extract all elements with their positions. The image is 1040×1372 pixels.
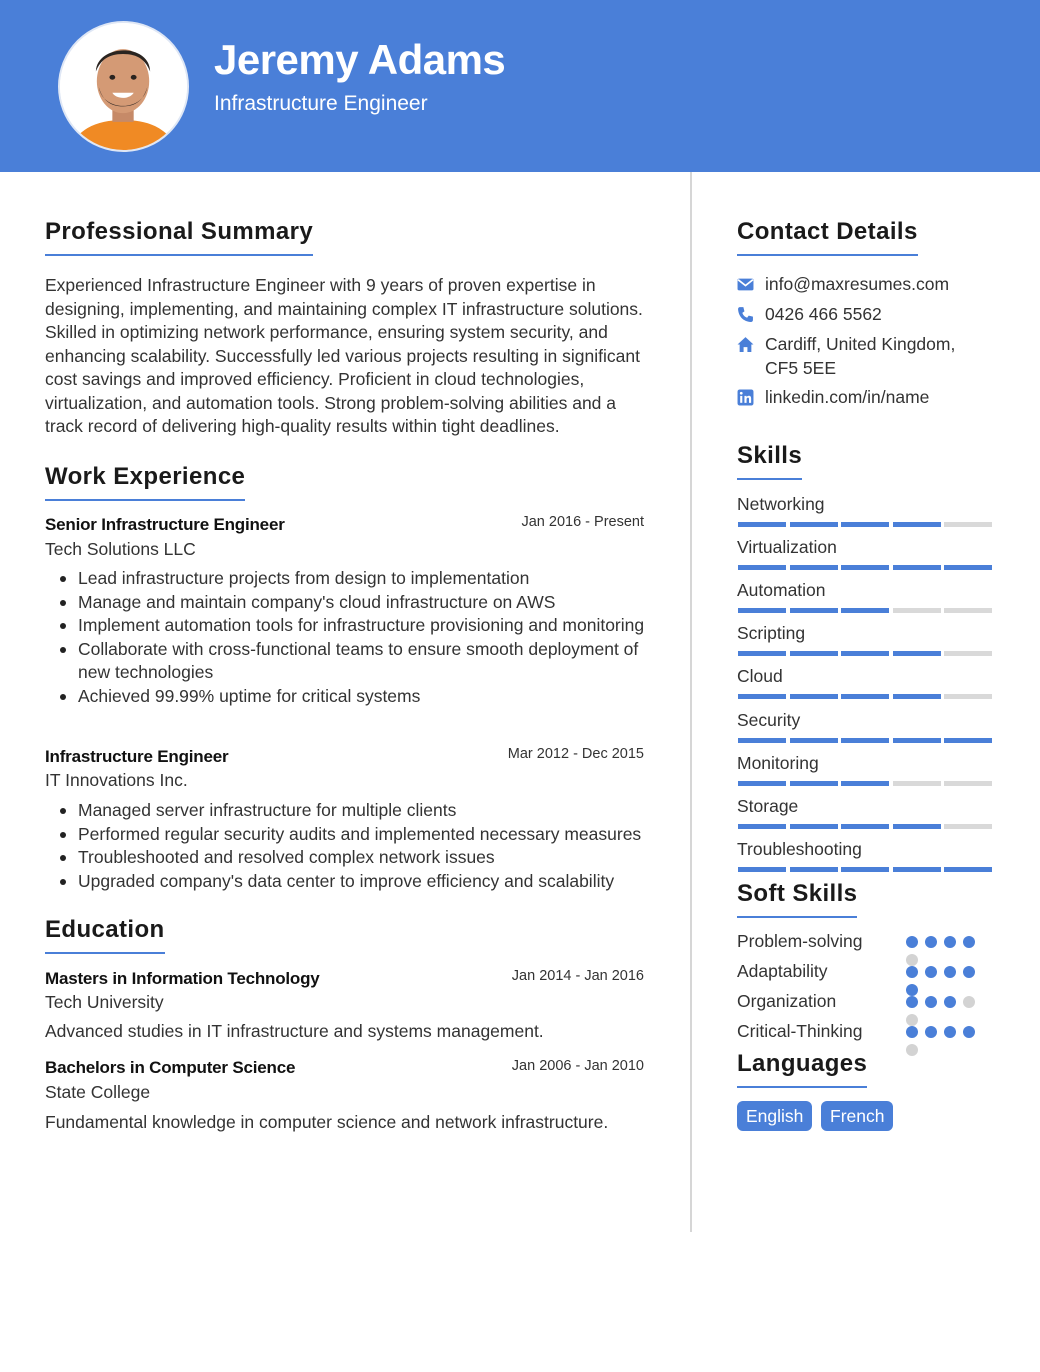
skill-level-bar (738, 565, 994, 570)
language-pill: English (737, 1101, 812, 1131)
phone-icon (737, 306, 754, 323)
linkedin-text: linkedin.com/in/name (765, 387, 930, 407)
job-bullet: Collaborate with cross-functional teams to ensure smooth deployment of new technologies (46, 638, 658, 685)
summary-heading: Professional Summary (45, 218, 313, 256)
job-title: Infrastructure Engineer (45, 747, 229, 766)
soft-skill-name: Critical-Thinking (737, 1021, 863, 1041)
soft-skill-rating-dot (925, 996, 937, 1008)
skill-level-segment (893, 738, 941, 743)
job-bullets (46, 799, 658, 893)
skill-level-segment (841, 738, 889, 743)
skill-level-segment (841, 824, 889, 829)
skill-level-segment (790, 781, 838, 786)
work-experience-heading: Work Experience (45, 463, 245, 501)
skill-name: Networking (737, 494, 825, 514)
skill-level-bar (738, 867, 994, 872)
skill-level-segment (944, 651, 992, 656)
skill-name: Scripting (737, 623, 806, 644)
soft-skill-rating-dot (944, 966, 956, 978)
skill-level-segment (944, 738, 992, 743)
soft-skill-rating-dot (963, 1026, 975, 1038)
skill-level-segment (738, 738, 786, 743)
job-bullet: Managed server infrastructure for multiple clients (46, 799, 658, 823)
skill-level-segment (944, 522, 992, 527)
skill-level-bar (738, 608, 994, 613)
skill-level-segment (944, 694, 992, 699)
soft-skill-rating-dot (925, 966, 937, 978)
skill-level-segment (790, 824, 838, 829)
soft-skill-rating-dot (944, 936, 956, 948)
skill-level-segment (893, 694, 941, 699)
skill-level-segment (944, 867, 992, 872)
address-line-2: CF5 5EE (765, 357, 836, 378)
soft-skills-heading: Soft Skills (737, 880, 857, 918)
soft-skill-rating-dot (963, 966, 975, 978)
degree-title: Masters in Information Technology (45, 969, 320, 988)
job-bullet: Performed regular security audits and implemented necessary measures (46, 823, 658, 847)
job-bullet: Implement automation tools for infrastructure provisioning and monitoring (46, 614, 658, 638)
resume-header (0, 0, 1040, 172)
education-description: Advanced studies in IT infrastructure and systems management. (45, 1021, 544, 1041)
skill-level-segment (738, 824, 786, 829)
education-description: Fundamental knowledge in computer science and network infrastructure. (45, 1112, 609, 1132)
skill-level-segment (738, 651, 786, 656)
skill-name: Security (737, 709, 801, 730)
skill-level-bar (738, 651, 994, 656)
language-pill: French (821, 1101, 893, 1131)
column-divider (690, 172, 692, 1232)
skill-level-segment (893, 522, 941, 527)
education-date: Jan 2014 - Jan 2016 (511, 968, 644, 984)
contact-address (737, 333, 1017, 381)
job-title: Senior Infrastructure Engineer (45, 515, 285, 534)
skill-level-segment (841, 565, 889, 570)
envelope-icon (737, 276, 754, 293)
skill-level-segment (893, 824, 941, 829)
soft-skill-rating-dot (963, 936, 975, 948)
skill-level-segment (893, 608, 941, 613)
profile-photo (58, 21, 189, 152)
skill-level-segment (738, 522, 786, 527)
skill-level-bar (738, 522, 994, 527)
skill-level-segment (841, 522, 889, 527)
job-company: IT Innovations Inc. (45, 770, 188, 790)
contact-email[interactable] (737, 273, 1017, 297)
address-line-1: Cardiff, United Kingdom, (765, 334, 956, 354)
skill-level-segment (944, 608, 992, 613)
school-name: State College (45, 1082, 151, 1102)
education-date: Jan 2006 - Jan 2010 (511, 1058, 644, 1074)
skill-level-segment (738, 867, 786, 872)
skill-level-segment (790, 694, 838, 699)
skill-name: Monitoring (737, 752, 819, 773)
email-text: info@maxresumes.com (765, 274, 950, 294)
skill-level-segment (738, 781, 786, 786)
soft-skill-rating-dot (906, 1044, 918, 1056)
school-name: Tech University (45, 992, 164, 1012)
job-bullet: Achieved 99.99% uptime for critical systems (46, 685, 658, 709)
home-icon (737, 336, 754, 353)
skills-heading: Skills (737, 442, 802, 480)
soft-skill-name: Organization (737, 991, 837, 1011)
skill-level-segment (841, 651, 889, 656)
skill-level-segment (893, 867, 941, 872)
job-company: Tech Solutions LLC (45, 539, 196, 559)
skill-level-segment (893, 651, 941, 656)
summary-text: Experienced Infrastructure Engineer with 9 years of proven expertise in designing, implementing, and maintaining complex IT infrastructure solutions. Skilled in optimizing network performance, ensuring system security, and enhancing scalability. Successfully led various projects resulting in significant cost savings and improved efficiency. Proficient in cloud technologies, virtualization, and automation tools. Strong problem-solving abilities and a track record of delivering high-quality results within tight deadlines. (45, 275, 643, 436)
skill-level-bar (738, 738, 994, 743)
job-bullet: Upgraded company's data center to improve efficiency and scalability (46, 870, 658, 894)
skill-level-segment (790, 867, 838, 872)
skill-level-segment (841, 867, 889, 872)
contact-heading: Contact Details (737, 218, 918, 256)
soft-skill-rating-dot (906, 996, 918, 1008)
skill-level-segment (738, 608, 786, 613)
soft-skill-name: Problem-solving (737, 931, 863, 951)
job-bullet: Manage and maintain company's cloud infrastructure on AWS (46, 591, 658, 615)
education-heading: Education (45, 916, 165, 954)
skill-level-bar (738, 694, 994, 699)
contact-linkedin[interactable] (737, 386, 1017, 410)
degree-title: Bachelors in Computer Science (45, 1058, 296, 1077)
job-date: Jan 2016 - Present (521, 514, 644, 530)
soft-skill-rating-dot (925, 1026, 937, 1038)
skill-level-segment (790, 565, 838, 570)
soft-skill-rating-dot (906, 966, 918, 978)
phone-text: 0426 466 5562 (765, 304, 882, 324)
soft-skill-rating-dot (925, 936, 937, 948)
candidate-name: Jeremy Adams (214, 36, 506, 83)
skill-level-bar (738, 781, 994, 786)
candidate-title: Infrastructure Engineer (214, 92, 428, 115)
soft-skill-rating-dot (944, 1026, 956, 1038)
job-bullet: Troubleshooted and resolved complex network issues (46, 846, 658, 870)
soft-skill-rating-dot (906, 1026, 918, 1038)
job-bullets (46, 567, 658, 708)
soft-skill-rating-dot (963, 996, 975, 1008)
languages-heading: Languages (737, 1050, 867, 1088)
soft-skill-rating-dot (906, 1014, 918, 1026)
skill-level-segment (944, 781, 992, 786)
skill-level-segment (790, 651, 838, 656)
skill-level-bar (738, 824, 994, 829)
soft-skill-rating-dot (906, 984, 918, 996)
linkedin-icon (737, 389, 754, 406)
soft-skill-rating-dot (906, 954, 918, 966)
skill-name: Troubleshooting (737, 838, 862, 859)
skill-level-segment (790, 608, 838, 613)
skill-level-segment (893, 565, 941, 570)
skill-level-segment (944, 565, 992, 570)
skill-level-segment (841, 781, 889, 786)
soft-skill-rating-dot (944, 996, 956, 1008)
skill-level-segment (738, 565, 786, 570)
skill-name: Automation (737, 580, 826, 601)
contact-phone[interactable] (737, 303, 1017, 327)
soft-skill-name: Adaptability (737, 961, 828, 981)
skill-level-segment (841, 694, 889, 699)
skill-name: Storage (737, 795, 799, 816)
job-date: Mar 2012 - Dec 2015 (507, 746, 644, 762)
skill-level-segment (738, 694, 786, 699)
skill-level-segment (841, 608, 889, 613)
skill-name: Cloud (737, 666, 783, 687)
skill-level-segment (790, 522, 838, 527)
soft-skill-rating-dot (906, 936, 918, 948)
job-bullet: Lead infrastructure projects from design to implementation (46, 567, 658, 591)
profile-photo-icon (60, 23, 187, 150)
skill-level-segment (893, 781, 941, 786)
skill-level-segment (790, 738, 838, 743)
skill-name: Virtualization (737, 537, 837, 558)
skill-level-segment (944, 824, 992, 829)
